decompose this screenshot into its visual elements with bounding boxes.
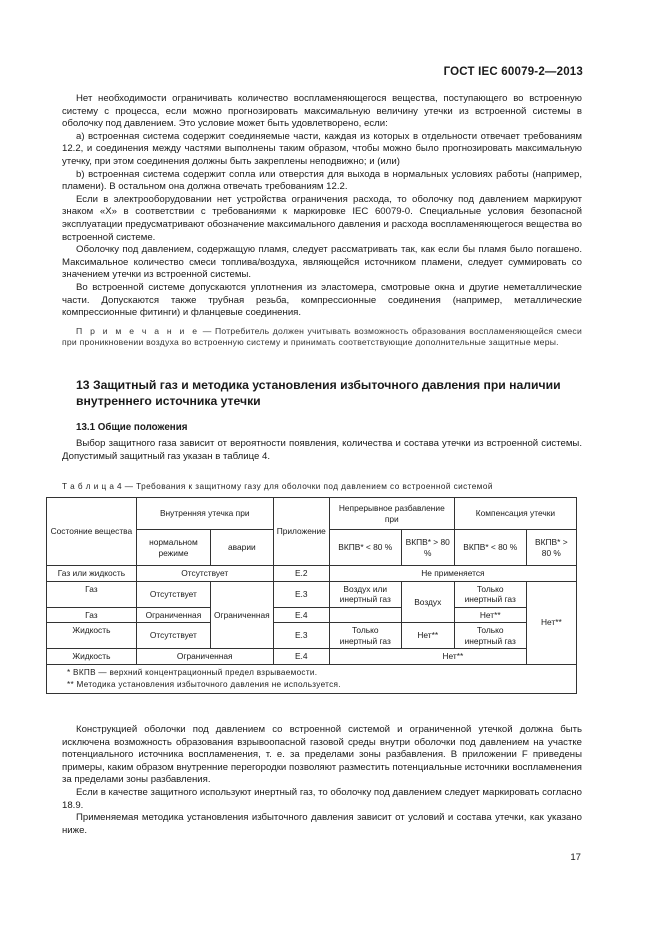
cell: Е.4	[273, 649, 329, 665]
cell: Ограниченная	[136, 607, 210, 623]
header-lel-gt: ВКПВ* > 80 %	[526, 530, 576, 566]
cell: Газ	[47, 581, 137, 607]
section-title: 13 Защитный газ и методика установления избыточного давления при наличии внутреннего источника утечки	[76, 378, 561, 408]
header-compensation: Компенсация утечки	[454, 498, 576, 530]
header-normal: нормальном режиме	[136, 530, 210, 566]
header-annex: Приложение	[273, 498, 329, 566]
table-row	[47, 623, 577, 649]
subsection-title: 13.1 Общие положения	[76, 422, 188, 433]
cell: Е.3	[273, 581, 329, 607]
cell: Газ или жидкость	[47, 566, 137, 582]
cell: Жидкость	[47, 649, 137, 665]
paragraph: Если в электрооборудовании нет устройства ограничения расхода, то оболочку под давлением маркируют знаком «X» в соответствии с требованиями к маркировке IEC 60079-0. Специальные условия безопасной эксплуатации предусматривают обозначение максимального давления и расхода воспламеняющегося вещества во встроенной системе.	[62, 193, 582, 243]
header-internal-leak: Внутренняя утечка при	[136, 498, 273, 530]
note-label: П р и м е ч а н и е	[76, 325, 200, 336]
cell: Отсутствует	[136, 581, 210, 607]
cell: Только инертный газ	[329, 623, 401, 649]
cell: Нет**	[401, 623, 454, 649]
cell: Е.2	[273, 566, 329, 582]
table-row	[47, 581, 577, 607]
table-4	[46, 497, 577, 694]
cell: Жидкость	[47, 623, 137, 649]
header-dilution: Непрерывное разбавление при	[329, 498, 454, 530]
cell: Только инертный газ	[454, 581, 526, 607]
table-row	[47, 607, 577, 623]
cell: Газ	[47, 607, 137, 623]
paragraph: а) встроенная система содержит соединяемые части, каждая из которых в отдельности отвечает требованиям 12.2, и соединения между частями выполнены таким образом, чтобы можно было прогнозировать максимальную утечку, при этом соединения должны быть закреплены неподвижно; и (или)	[62, 130, 582, 167]
table-row	[47, 649, 577, 665]
footnote: * ВКПВ — верхний концентрационный предел взрываемости.	[67, 667, 318, 677]
paragraph: Если в качестве защитного используют инертный газ, то оболочку под давлением следует маркировать согласно 18.9.	[62, 786, 582, 811]
cell: Только инертный газ	[454, 623, 526, 649]
paragraph: Конструкцией оболочки под давлением со встроенной системой и ограниченной утечкой должна быть исключена возможность образования взрывоопасной газовой среды внутри оболочки под давлением на участке потенциального источника воспламенения, т. е. за пределами зоны разбавления. В приложении F приведены примеры, каким образом внутренние перегородки позволяют разместить потенциальные источники воспламенения за пределами зоны разбавления.	[62, 724, 582, 786]
page-number: 17	[570, 852, 581, 863]
cell	[329, 607, 401, 623]
paragraph: b) встроенная система содержит сопла или отверстия для выхода в нормальных условиях работы (например, пламени). В остальном она должна отвечать требованиям 12.2.	[62, 168, 582, 193]
paragraph: Оболочку под давлением, содержащую пламя, следует рассматривать так, как если бы пламя было погашено. Максимальное количество смеси топлива/воздуха, являющейся источником пламени, следует суммировать со значением утечки из встроенной системы.	[62, 244, 582, 281]
cell: Е.3	[273, 623, 329, 649]
subsection-text	[62, 438, 582, 463]
footnote: ** Методика установления избыточного давления не используется.	[67, 679, 341, 689]
cell: Воздух	[401, 581, 454, 623]
document-header: ГОСТ IEC 60079-2—2013	[443, 66, 583, 78]
note-text: — Потребитель должен учитывать возможность образования воспламеняющейся смеси при проникновении воздуха во встроенную систему и принимать соответствующие дополнительные защитные меры.	[62, 325, 582, 348]
intro-text	[62, 93, 582, 349]
header-state: Состояние вещества	[47, 498, 137, 566]
cell: Отсутствует	[136, 623, 210, 649]
table-row	[47, 566, 577, 582]
cell: Ограниченная	[211, 581, 274, 649]
cell: Отсутствует	[136, 566, 273, 582]
paragraph: Выбор защитного газа зависит от вероятности появления, количества и состава утечки из встроенной системы. Допустимый защитный газ указан в таблице 4.	[62, 438, 582, 462]
cell: Нет**	[454, 607, 526, 623]
paragraph: Нет необходимости ограничивать количество воспламеняющегося вещества, поступающего во встроенную систему с процесса, если можно прогнозировать максимальную величину утечки из встроенной системы в оболочку под давлением. Это условие может быть удовлетворено, если:	[62, 93, 582, 130]
cell: Ограниченная	[136, 649, 273, 665]
cell: Е.4	[273, 607, 329, 623]
closing-text	[62, 724, 582, 837]
cell: Воздух или инертный газ	[329, 581, 401, 607]
header-lel-lt: ВКПВ* < 80 %	[329, 530, 401, 566]
note	[62, 326, 582, 350]
cell: Нет**	[526, 581, 576, 664]
cell: Нет**	[329, 649, 576, 665]
table-caption: Т а б л и ц а 4 — Требования к защитному газу для оболочки под давлением со встроенной системой	[62, 482, 493, 491]
header-lel-lt: ВКПВ* < 80 %	[454, 530, 526, 566]
table-footnotes	[47, 664, 577, 693]
header-lel-gt: ВКПВ* > 80 %	[401, 530, 454, 566]
header-fault: аварии	[211, 530, 274, 566]
paragraph: Применяемая методика установления избыточного давления зависит от условий и состава утечки, как указано ниже.	[62, 812, 582, 836]
paragraph: Во встроенной системе допускаются уплотнения из эластомера, смотровые окна и другие неметаллические части. Допускаются также трубная резьба, компрессионные соединения (например, металлические компрессионные фитинги) и фланцевые соединения.	[62, 281, 582, 319]
cell: Не применяется	[329, 566, 576, 582]
